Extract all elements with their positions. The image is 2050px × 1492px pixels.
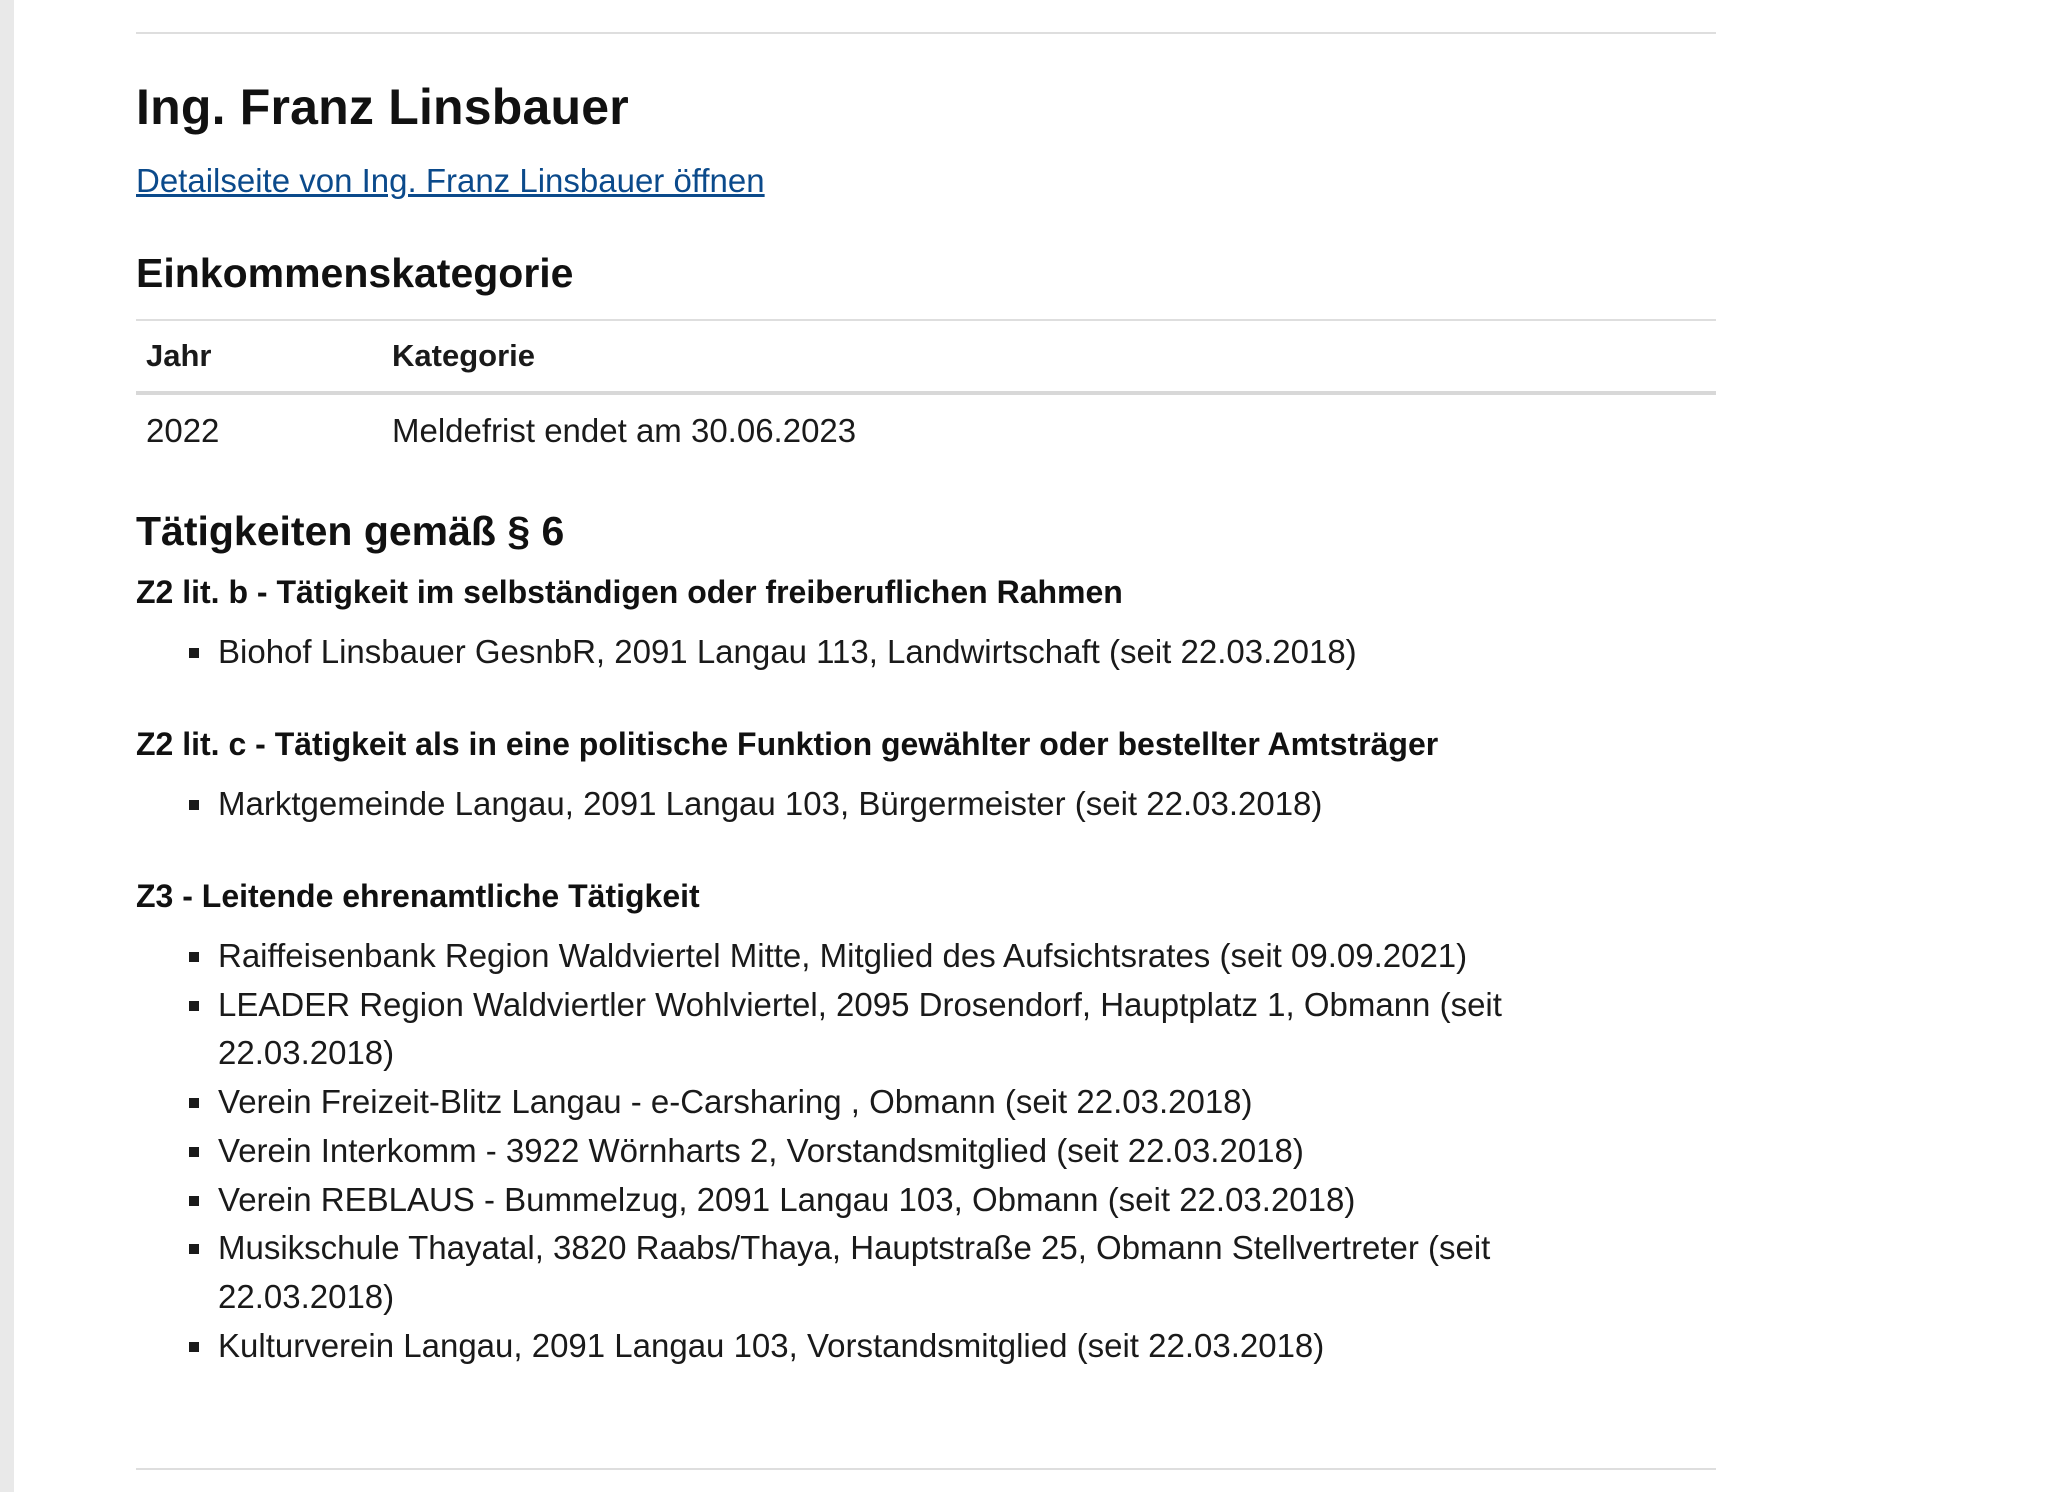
column-header-category: Kategorie (382, 320, 1716, 393)
left-page-margin (0, 0, 14, 1492)
table-row (136, 393, 1716, 465)
activity-group-heading: Z2 lit. c - Tätigkeit als in eine politische Funktion gewählter oder bestellter Amtsträger (136, 726, 1439, 762)
income-section-title: Einkommenskategorie (136, 250, 574, 296)
income-year-cell: 2022 (146, 412, 220, 449)
activity-group-heading: Z3 - Leitende ehrenamtliche Tätigkeit (136, 878, 700, 914)
list-item: Marktgemeinde Langau, 2091 Langau 103, Bürgermeister (seit 22.03.2018) (136, 780, 1636, 829)
income-table-header-row (136, 320, 1716, 393)
activities-section-title: Tätigkeiten gemäß § 6 (136, 508, 565, 554)
activity-group-heading: Z2 lit. b - Tätigkeit im selbständigen oder freiberuflichen Rahmen (136, 574, 1123, 610)
top-divider (136, 32, 1716, 34)
list-item: Musikschule Thayatal, 3820 Raabs/Thaya, Hauptstraße 25, Obmann Stellvertreter (seit 22.03.2018) (136, 1224, 1636, 1321)
column-header-year: Jahr (136, 320, 382, 393)
person-name: Ing. Franz Linsbauer (136, 79, 629, 135)
list-item: Verein Freizeit-Blitz Langau - e-Carsharing , Obmann (seit 22.03.2018) (136, 1078, 1636, 1127)
income-category-cell: Meldefrist endet am 30.06.2023 (392, 412, 857, 449)
activity-list (136, 628, 1636, 677)
list-item: Verein Interkomm - 3922 Wörnharts 2, Vorstandsmitglied (seit 22.03.2018) (136, 1127, 1636, 1176)
detail-page-link[interactable]: Detailseite von Ing. Franz Linsbauer öffnen (136, 162, 765, 199)
income-table (136, 319, 1716, 465)
list-item: LEADER Region Waldviertler Wohlviertel, 2095 Drosendorf, Hauptplatz 1, Obmann (seit 22.03.2018) (136, 981, 1636, 1078)
activity-list (136, 932, 1636, 1370)
list-item: Biohof Linsbauer GesnbR, 2091 Langau 113, Landwirtschaft (seit 22.03.2018) (136, 628, 1636, 677)
bottom-divider (136, 1468, 1716, 1470)
list-item: Kulturverein Langau, 2091 Langau 103, Vorstandsmitglied (seit 22.03.2018) (136, 1322, 1636, 1371)
activity-list (136, 780, 1636, 829)
list-item: Raiffeisenbank Region Waldviertel Mitte, Mitglied des Aufsichtsrates (seit 09.09.2021) (136, 932, 1636, 981)
list-item: Verein REBLAUS - Bummelzug, 2091 Langau 103, Obmann (seit 22.03.2018) (136, 1176, 1636, 1225)
